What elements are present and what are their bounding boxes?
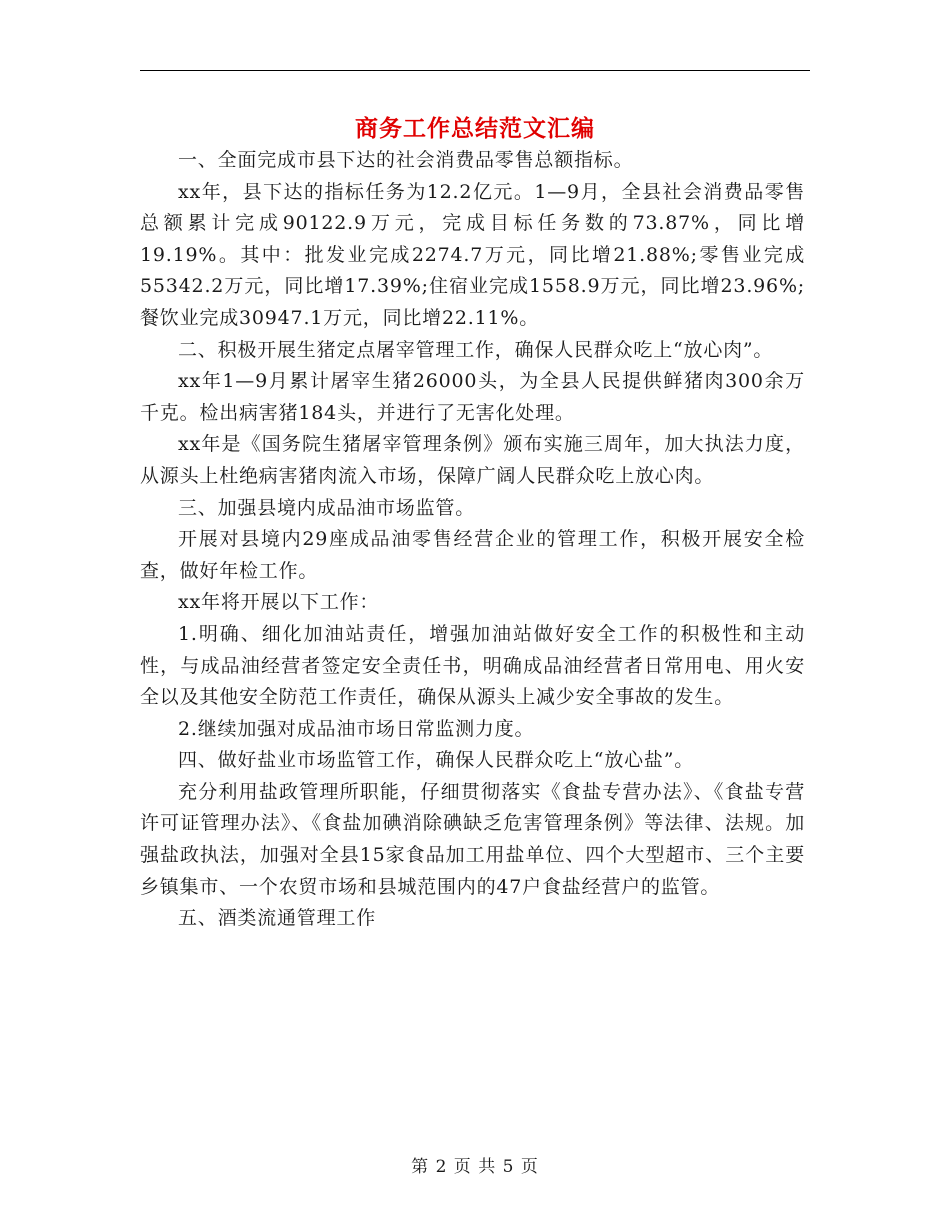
paragraph-retail-stats: xx年，县下达的指标任务为12.2亿元。1—9月，全县社会消费品零售总额累计完成90122.9万元，完成目标任务数的73.87%，同比增19.19%。其中：批发业完成2274.7万元，同比增21.88%;零售业完成55342.2万元，同比增17.39%;住宿业完成1558.9万元，同比增23.96%;餐饮业完成30947.1万元，同比增22.11%。 — [140, 180, 805, 329]
paragraph-slaughter-stats: xx年1—9月累计屠宰生猪26000头，为全县人民提供鲜猪肉300余万千克。检出病害猪184头，并进行了无害化处理。 — [140, 370, 805, 424]
paragraph-oil-plan-item-2: 2.继续加强对成品油市场日常监测力度。 — [178, 717, 535, 740]
paragraph-section-1-heading: 一、全面完成市县下达的社会消费品零售总额指标。 — [178, 149, 634, 171]
paragraph-section-3-heading: 三、加强县境内成品油市场监管。 — [178, 496, 476, 519]
paragraph-oil-plan-intro: xx年将开展以下工作： — [178, 591, 380, 614]
header-rule — [140, 70, 810, 71]
paragraph-salt-supervision: 充分利用盐政管理所职能，仔细贯彻落实《食盐专营办法》、《食盐专营许可证管理办法》、《食盐加碘消除碘缺乏危害管理条例》等法律、法规。加强盐政执法，加强对全县15家食品加工用盐单位、四个大型超市、三个主要乡镇集市、一个农贸市场和县城范围内的47户食盐经营户的监管。 — [140, 780, 805, 898]
document-title: 商务工作总结范文汇编 — [355, 115, 595, 142]
paragraph-section-2-heading: 二、积极开展生猪定点屠宰管理工作，确保人民群众吃上“放心肉”。 — [178, 338, 774, 361]
paragraph-section-5-heading: 五、酒类流通管理工作 — [178, 907, 377, 930]
document-body — [140, 145, 805, 935]
paragraph-oil-management: 开展对县境内29座成品油零售经营企业的管理工作，积极开展安全检查，做好年检工作。 — [140, 528, 805, 582]
page-footer: 第 2 页 共 5 页 — [411, 1157, 539, 1177]
paragraph-section-4-heading: 四、做好盐业市场监管工作，确保人民群众吃上“放心盐”。 — [178, 749, 695, 772]
paragraph-oil-plan-item-1: 1.明确、细化加油站责任，增强加油站做好安全工作的积极性和主动性，与成品油经营者签定安全责任书，明确成品油经营者日常用电、用火安全以及其他安全防范工作责任，确保从源头上减少安全事故的发生。 — [140, 622, 805, 709]
paragraph-slaughter-regulation: xx年是《国务院生猪屠宰管理条例》颁布实施三周年，加大执法力度，从源头上杜绝病害猪肉流入市场，保障广阔人民群众吃上放心肉。 — [140, 433, 805, 487]
